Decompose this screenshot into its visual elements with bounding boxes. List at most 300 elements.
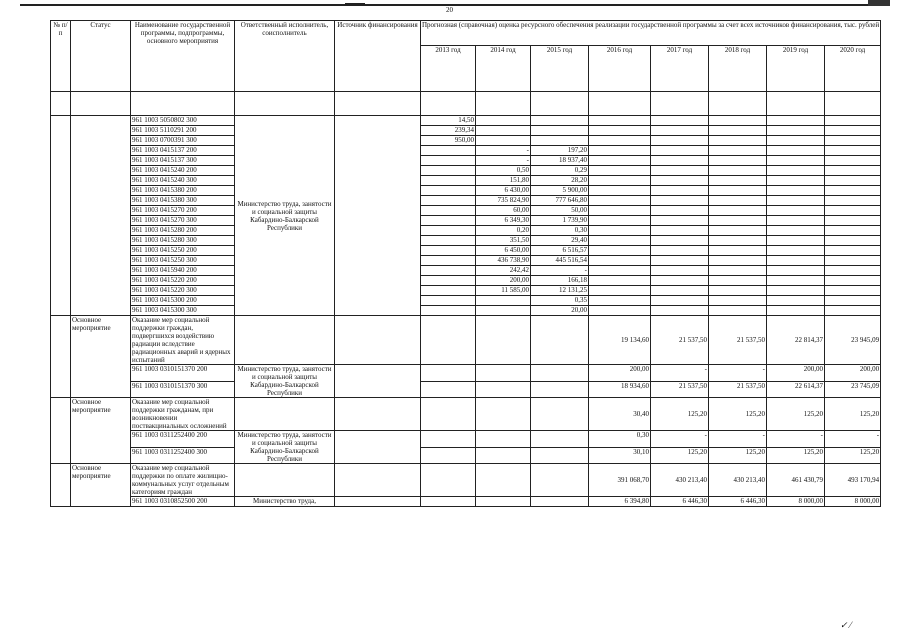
value-cell: 29,40 — [531, 236, 589, 246]
value-cell — [476, 136, 531, 146]
value-cell — [421, 276, 476, 286]
value-cell: 8 000,00 — [825, 497, 881, 507]
value-cell: 28,20 — [531, 176, 589, 186]
value-cell — [767, 226, 825, 236]
value-cell — [825, 166, 881, 176]
budget-code: 961 1003 0700391 300 — [131, 136, 235, 146]
value-cell: 8 000,00 — [767, 497, 825, 507]
value-cell — [709, 146, 767, 156]
budget-code: 961 1003 0310151370 200 — [131, 365, 235, 382]
value-cell — [825, 256, 881, 266]
value-cell: 6 446,30 — [651, 497, 709, 507]
value-cell — [651, 226, 709, 236]
value-cell — [589, 146, 651, 156]
value-cell — [825, 306, 881, 316]
value-cell: 60,00 — [476, 206, 531, 216]
status-cell: Основное мероприятие — [71, 316, 131, 398]
table-row — [51, 156, 881, 166]
budget-code: 961 1003 0311252400 300 — [131, 447, 235, 464]
table-row — [51, 431, 881, 448]
value-cell — [651, 166, 709, 176]
table-row — [51, 381, 881, 398]
table-row — [51, 365, 881, 382]
value-cell — [709, 196, 767, 206]
budget-code: 961 1003 0415250 200 — [131, 246, 235, 256]
value-cell — [825, 286, 881, 296]
value-cell — [651, 126, 709, 136]
value-cell: 6 349,30 — [476, 216, 531, 226]
table-row — [51, 497, 881, 507]
value-cell — [421, 266, 476, 276]
header-status: Статус — [71, 21, 131, 92]
header-responsible: Ответственный исполнитель, соисполнитель — [235, 21, 335, 92]
value-cell — [709, 246, 767, 256]
value-cell — [651, 306, 709, 316]
value-cell — [476, 306, 531, 316]
value-cell — [531, 116, 589, 126]
value-cell: 391 068,70 — [589, 464, 651, 497]
value-cell — [421, 166, 476, 176]
value-cell — [651, 256, 709, 266]
value-cell: 30,10 — [589, 447, 651, 464]
value-cell — [709, 186, 767, 196]
value-cell — [421, 156, 476, 166]
value-cell — [825, 196, 881, 206]
value-cell: 200,00 — [589, 365, 651, 382]
value-cell — [767, 306, 825, 316]
source-cell — [335, 497, 421, 507]
value-cell: 21 537,50 — [709, 316, 767, 365]
value-cell — [476, 381, 531, 398]
value-cell — [421, 316, 476, 365]
value-cell: 125,20 — [767, 398, 825, 431]
value-cell — [767, 156, 825, 166]
value-cell — [825, 246, 881, 256]
value-cell: 14,50 — [421, 116, 476, 126]
value-cell — [476, 296, 531, 306]
value-cell — [709, 256, 767, 266]
value-cell — [767, 206, 825, 216]
value-cell — [651, 236, 709, 246]
value-cell: 6 516,57 — [531, 246, 589, 256]
value-cell: - — [767, 431, 825, 448]
year-header: 2019 год — [767, 46, 825, 92]
value-cell: 50,00 — [531, 206, 589, 216]
table-row — [51, 206, 881, 216]
budget-code: 961 1003 0415380 200 — [131, 186, 235, 196]
value-cell — [709, 286, 767, 296]
year-header: 2017 год — [651, 46, 709, 92]
value-cell — [421, 196, 476, 206]
value-cell — [589, 206, 651, 216]
value-cell — [651, 246, 709, 256]
value-cell — [476, 126, 531, 136]
spacer-cell — [335, 92, 421, 116]
value-cell — [651, 196, 709, 206]
source-cell — [335, 431, 421, 464]
spacer-cell — [651, 92, 709, 116]
value-cell — [531, 447, 589, 464]
value-cell — [421, 186, 476, 196]
responsible-cell: Министерство труда, занятости и социальной защиты Кабардино-Балкарской Республики — [235, 365, 335, 398]
value-cell — [531, 365, 589, 382]
spacer-cell — [51, 92, 71, 116]
value-cell — [421, 256, 476, 266]
value-cell: 0,20 — [476, 226, 531, 236]
value-cell — [767, 286, 825, 296]
value-cell — [767, 246, 825, 256]
value-cell — [651, 186, 709, 196]
value-cell — [767, 186, 825, 196]
value-cell: 125,20 — [651, 398, 709, 431]
value-cell — [421, 296, 476, 306]
value-cell — [421, 464, 476, 497]
value-cell: 6 430,00 — [476, 186, 531, 196]
value-cell: - — [476, 146, 531, 156]
value-cell: 0,30 — [531, 226, 589, 236]
value-cell: 430 213,40 — [709, 464, 767, 497]
measure-name: Оказание мер социальной поддержки по оплате жилищно-коммунальных услуг отдельным категориям граждан — [131, 464, 235, 497]
value-cell: - — [476, 156, 531, 166]
budget-code: 961 1003 5050802 300 — [131, 116, 235, 126]
table-row — [51, 216, 881, 226]
value-cell: 22 614,37 — [767, 381, 825, 398]
table-row — [51, 186, 881, 196]
table-row — [51, 447, 881, 464]
value-cell — [767, 136, 825, 146]
value-cell: 0,30 — [589, 431, 651, 448]
value-cell — [767, 176, 825, 186]
value-cell: 125,20 — [825, 398, 881, 431]
value-cell — [476, 464, 531, 497]
value-cell — [767, 116, 825, 126]
value-cell: 19 134,60 — [589, 316, 651, 365]
value-cell — [651, 146, 709, 156]
value-cell: 242,42 — [476, 266, 531, 276]
value-cell — [589, 266, 651, 276]
value-cell — [651, 156, 709, 166]
status-cell: Основное мероприятие — [71, 464, 131, 507]
spacer-cell — [531, 92, 589, 116]
measure-row — [51, 464, 881, 497]
top-rule — [20, 4, 890, 6]
responsible-cell — [235, 316, 335, 365]
value-cell — [531, 381, 589, 398]
value-cell — [589, 246, 651, 256]
value-cell — [825, 296, 881, 306]
budget-code: 961 1003 0415280 200 — [131, 226, 235, 236]
value-cell — [589, 276, 651, 286]
value-cell: 6 450,00 — [476, 246, 531, 256]
value-cell: - — [651, 431, 709, 448]
value-cell: 125,20 — [709, 447, 767, 464]
table-row — [51, 116, 881, 126]
value-cell — [767, 196, 825, 206]
value-cell — [709, 236, 767, 246]
responsible-cell — [235, 398, 335, 431]
spacer-cell — [131, 92, 235, 116]
value-cell — [767, 216, 825, 226]
value-cell — [531, 464, 589, 497]
value-cell: 200,00 — [825, 365, 881, 382]
value-cell — [709, 296, 767, 306]
table-row — [51, 266, 881, 276]
year-header: 2018 год — [709, 46, 767, 92]
value-cell: 735 824,90 — [476, 196, 531, 206]
value-cell: 430 213,40 — [651, 464, 709, 497]
budget-code: 961 1003 0310151370 300 — [131, 381, 235, 398]
value-cell: 6 446,30 — [709, 497, 767, 507]
value-cell: 21 537,50 — [651, 316, 709, 365]
spacer-cell — [235, 92, 335, 116]
value-cell: 200,00 — [767, 365, 825, 382]
spacer-cell — [709, 92, 767, 116]
spacer-cell — [476, 92, 531, 116]
value-cell: - — [531, 266, 589, 276]
value-cell: 18 934,60 — [589, 381, 651, 398]
value-cell: - — [651, 365, 709, 382]
responsible-cell — [235, 464, 335, 497]
value-cell — [825, 236, 881, 246]
value-cell — [825, 206, 881, 216]
spacer-cell — [421, 92, 476, 116]
value-cell — [709, 226, 767, 236]
value-cell: 125,20 — [767, 447, 825, 464]
value-cell — [421, 365, 476, 382]
value-cell — [421, 176, 476, 186]
budget-code: 961 1003 0415270 300 — [131, 216, 235, 226]
value-cell: 777 646,80 — [531, 196, 589, 206]
value-cell — [767, 166, 825, 176]
table-row — [51, 306, 881, 316]
budget-code: 961 1003 0415280 300 — [131, 236, 235, 246]
value-cell: 0,50 — [476, 166, 531, 176]
value-cell — [476, 431, 531, 448]
status-cell: Основное мероприятие — [71, 398, 131, 464]
budget-code: 961 1003 0415240 300 — [131, 176, 235, 186]
value-cell: 0,29 — [531, 166, 589, 176]
table-row — [51, 136, 881, 146]
value-cell: 23 945,09 — [825, 316, 881, 365]
value-cell — [589, 236, 651, 246]
value-cell — [767, 276, 825, 286]
value-cell: 125,20 — [825, 447, 881, 464]
value-cell: 493 170,94 — [825, 464, 881, 497]
spacer-cell — [589, 92, 651, 116]
budget-code: 961 1003 0311252400 200 — [131, 431, 235, 448]
budget-code: 961 1003 0415380 300 — [131, 196, 235, 206]
value-cell — [825, 146, 881, 156]
value-cell: 125,20 — [651, 447, 709, 464]
measure-row — [51, 316, 881, 365]
table-row — [51, 246, 881, 256]
table-row — [51, 176, 881, 186]
value-cell — [767, 236, 825, 246]
spacer-cell — [825, 92, 881, 116]
value-cell — [476, 447, 531, 464]
value-cell: 20,00 — [531, 306, 589, 316]
spacer-cell — [71, 92, 131, 116]
value-cell — [825, 266, 881, 276]
value-cell — [531, 398, 589, 431]
value-cell: 351,50 — [476, 236, 531, 246]
table-row — [51, 166, 881, 176]
value-cell — [825, 156, 881, 166]
value-cell — [476, 398, 531, 431]
value-cell — [531, 316, 589, 365]
value-cell — [709, 156, 767, 166]
value-cell — [767, 256, 825, 266]
value-cell — [421, 146, 476, 156]
value-cell: 5 900,00 — [531, 186, 589, 196]
value-cell — [531, 126, 589, 136]
table-row — [51, 126, 881, 136]
table-row — [51, 296, 881, 306]
value-cell — [589, 116, 651, 126]
value-cell — [825, 116, 881, 126]
value-cell: 200,00 — [476, 276, 531, 286]
value-cell — [767, 296, 825, 306]
value-cell: - — [825, 431, 881, 448]
value-cell — [651, 136, 709, 146]
value-cell — [476, 497, 531, 507]
value-cell — [651, 296, 709, 306]
value-cell: 461 430,79 — [767, 464, 825, 497]
measure-name: Оказание мер социальной поддержки гражданам, при возникновении поствакцинальных осложнений — [131, 398, 235, 431]
value-cell — [421, 246, 476, 256]
value-cell — [421, 381, 476, 398]
value-cell — [767, 266, 825, 276]
responsible-cell: Министерство труда, занятости и социальной защиты Кабардино-Балкарской Республики — [235, 431, 335, 464]
budget-code: 961 1003 0415300 200 — [131, 296, 235, 306]
budget-code: 961 1003 0415250 300 — [131, 256, 235, 266]
table-row — [51, 226, 881, 236]
value-cell — [709, 306, 767, 316]
table-row — [51, 236, 881, 246]
table-row — [51, 276, 881, 286]
top-right-mark — [868, 0, 890, 6]
value-cell: 197,20 — [531, 146, 589, 156]
value-cell — [651, 286, 709, 296]
value-cell — [421, 206, 476, 216]
measure-row — [51, 398, 881, 431]
value-cell — [421, 286, 476, 296]
value-cell: 166,18 — [531, 276, 589, 286]
value-cell — [709, 216, 767, 226]
header-forecast: Прогнозная (справочная) оценка ресурсного обеспечения реализации государственной программы за счет всех источников финансирования, тыс. рублей — [421, 21, 881, 46]
year-header: 2020 год — [825, 46, 881, 92]
value-cell — [589, 216, 651, 226]
value-cell — [767, 146, 825, 156]
value-cell: 151,80 — [476, 176, 531, 186]
value-cell: 239,34 — [421, 126, 476, 136]
value-cell — [825, 216, 881, 226]
value-cell — [476, 365, 531, 382]
top-mark — [345, 3, 365, 6]
table-row — [51, 196, 881, 206]
value-cell — [651, 206, 709, 216]
number-cell — [51, 316, 71, 398]
budget-code: 961 1003 0415220 300 — [131, 286, 235, 296]
value-cell — [709, 136, 767, 146]
number-cell — [51, 398, 71, 464]
page-number: 20 — [446, 6, 453, 14]
value-cell — [709, 116, 767, 126]
value-cell — [709, 276, 767, 286]
value-cell — [589, 296, 651, 306]
value-cell — [589, 286, 651, 296]
value-cell — [709, 266, 767, 276]
table-row — [51, 256, 881, 266]
value-cell — [421, 431, 476, 448]
value-cell — [421, 497, 476, 507]
value-cell — [421, 447, 476, 464]
value-cell — [476, 316, 531, 365]
spacer-cell — [767, 92, 825, 116]
value-cell — [421, 236, 476, 246]
value-cell: 0,35 — [531, 296, 589, 306]
year-header: 2016 год — [589, 46, 651, 92]
value-cell: 18 937,40 — [531, 156, 589, 166]
value-cell — [589, 136, 651, 146]
number-cell — [51, 116, 71, 316]
source-cell — [335, 316, 421, 365]
budget-code: 961 1003 0415137 300 — [131, 156, 235, 166]
value-cell — [589, 226, 651, 236]
responsible-cell: Министерство труда, — [235, 497, 335, 507]
value-cell — [589, 306, 651, 316]
value-cell — [421, 216, 476, 226]
value-cell — [709, 206, 767, 216]
value-cell — [767, 126, 825, 136]
value-cell — [825, 176, 881, 186]
value-cell — [825, 186, 881, 196]
table-row — [51, 286, 881, 296]
value-cell: 950,00 — [421, 136, 476, 146]
value-cell: 21 537,50 — [651, 381, 709, 398]
value-cell — [709, 126, 767, 136]
value-cell — [421, 306, 476, 316]
value-cell: - — [709, 431, 767, 448]
value-cell — [589, 166, 651, 176]
value-cell: 12 131,25 — [531, 286, 589, 296]
value-cell — [651, 116, 709, 126]
value-cell — [476, 116, 531, 126]
value-cell — [531, 497, 589, 507]
value-cell — [709, 176, 767, 186]
source-cell — [335, 398, 421, 431]
source-cell — [335, 116, 421, 316]
value-cell: 22 814,37 — [767, 316, 825, 365]
value-cell: 11 585,00 — [476, 286, 531, 296]
number-cell — [51, 464, 71, 507]
value-cell — [421, 226, 476, 236]
value-cell: 436 738,90 — [476, 256, 531, 266]
value-cell — [651, 176, 709, 186]
year-header: 2014 год — [476, 46, 531, 92]
value-cell — [825, 276, 881, 286]
year-header: 2015 год — [531, 46, 589, 92]
year-header: 2013 год — [421, 46, 476, 92]
value-cell: 21 537,50 — [709, 381, 767, 398]
source-cell — [335, 464, 421, 497]
value-cell — [825, 126, 881, 136]
source-cell — [335, 365, 421, 398]
budget-code: 961 1003 0415220 200 — [131, 276, 235, 286]
value-cell: 23 745,09 — [825, 381, 881, 398]
value-cell — [589, 196, 651, 206]
budget-code: 961 1003 5110291 200 — [131, 126, 235, 136]
